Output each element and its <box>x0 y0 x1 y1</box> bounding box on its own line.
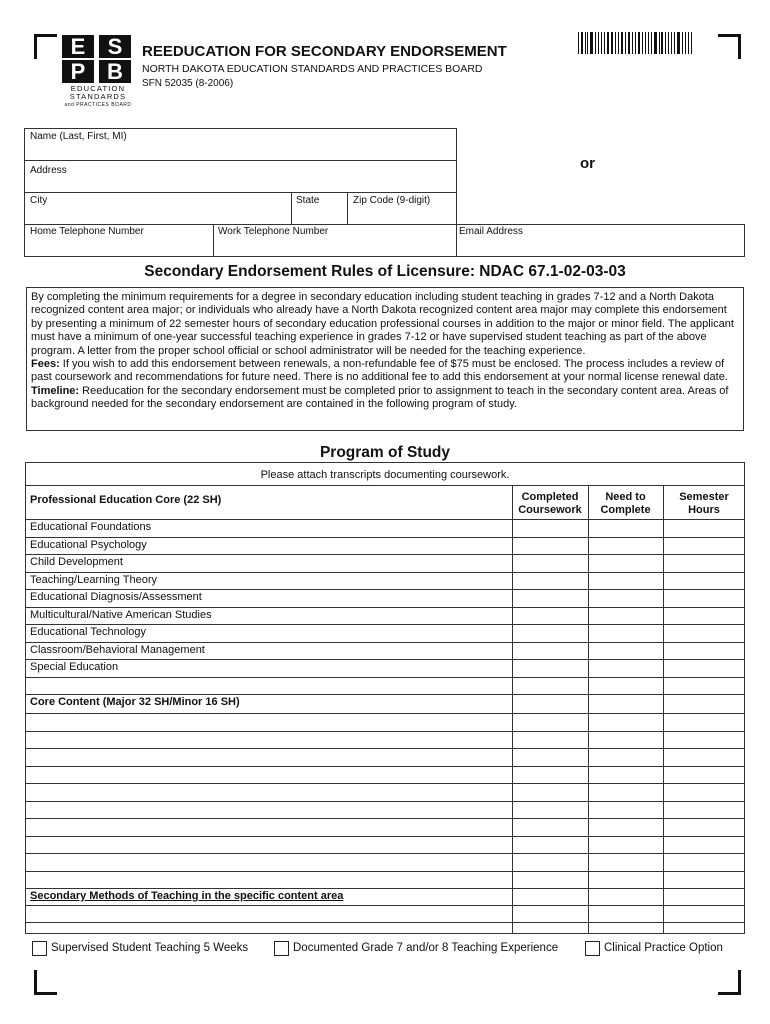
barcode-bar <box>654 32 657 54</box>
barcode-bar <box>604 32 605 54</box>
barcode-bar <box>628 32 631 54</box>
form-subtitle: NORTH DAKOTA EDUCATION STANDARDS AND PRACTICES BOARD <box>142 63 483 75</box>
row-divider <box>25 659 745 660</box>
email-field[interactable]: Email Address <box>459 226 523 237</box>
barcode-bar <box>682 32 683 54</box>
attach-divider <box>25 485 745 486</box>
methods-header: Secondary Methods of Teaching in the specific content area <box>30 890 344 902</box>
corner-mark-bottom-left <box>34 970 57 995</box>
course-row-label: Special Education <box>30 661 119 673</box>
home-phone-field[interactable]: Home Telephone Number <box>30 226 144 237</box>
col-semester-line2: Hours <box>688 504 720 516</box>
barcode-bar <box>665 32 666 54</box>
course-row-label: Classroom/Behavioral Management <box>30 643 205 656</box>
row-divider <box>25 748 745 749</box>
rules-intro: By completing the minimum requirements for a degree in secondary education including student teaching in grades 7-12 and a North Dakota recognized content area major; or individuals who already have a North Dakota recognized content area major may complete this endorsement by presenting a minimum of 22 semester hours of secondary education professional courses in addition to the major or minor field. The applicant must have a minimum of one-year successful teaching experience in grades 7-12 or have supervised student teaching as part of the above program. A letter from the proper school official or school administrator will be needed for the teaching experience. <box>31 291 734 357</box>
row-divider <box>25 694 745 695</box>
course-row-label: Multicultural/Native American Studies <box>30 608 212 621</box>
col-completed-line2: Coursework <box>518 504 582 516</box>
corner-mark-top-left <box>34 34 57 59</box>
timeline-label: Timeline: <box>31 384 80 397</box>
col-completed-line1: Completed <box>521 491 579 503</box>
row-divider <box>25 836 745 837</box>
applicant-info-box <box>24 128 457 225</box>
fees-label: Fees: <box>31 358 60 371</box>
col-divider-1 <box>512 485 513 934</box>
col-need-line2: Complete <box>600 504 651 516</box>
barcode-bar <box>648 32 649 54</box>
row-divider <box>25 905 745 906</box>
fees-text: If you wish to add this endorsement between renewals, a non-refundable fee of $75 must be enclosed. The process includes a review of past coursework and recommendations for future need. There is no additional fee to add this endorsement at your normal license renewal date. <box>31 358 728 384</box>
barcode-bar <box>632 32 633 54</box>
row-divider <box>25 677 745 678</box>
row-divider <box>25 589 745 590</box>
barcode-bar <box>595 32 596 54</box>
col-need-to-complete <box>588 491 663 517</box>
logo-letter-e: E <box>62 35 94 58</box>
rules-text-box <box>26 287 744 431</box>
supervised-checkbox[interactable] <box>32 941 47 956</box>
col-divider-2 <box>588 485 589 934</box>
barcode-bar <box>661 32 663 54</box>
row-divider <box>25 766 745 767</box>
col-need-line1: Need to <box>605 491 646 503</box>
row-divider <box>25 922 745 923</box>
barcode-bar <box>635 32 636 54</box>
barcode-bar <box>587 32 588 54</box>
corner-mark-top-right <box>718 34 741 59</box>
course-row-label: Educational Diagnosis/Assessment <box>30 591 202 603</box>
header-divider <box>25 519 745 520</box>
logo-letter-s: S <box>99 35 131 58</box>
barcode-bar <box>645 32 647 54</box>
barcode-bar <box>618 32 619 54</box>
barcode-bar <box>659 32 660 54</box>
barcode-bar <box>607 32 609 54</box>
course-row-label: Teaching/Learning Theory <box>30 573 157 586</box>
row-divider <box>25 801 745 802</box>
row-divider <box>25 607 745 608</box>
barcode-bar <box>685 32 687 54</box>
barcode-bar <box>688 32 689 54</box>
name-field[interactable]: Name (Last, First, MI) <box>30 131 127 142</box>
state-field[interactable]: State <box>296 195 320 206</box>
barcode <box>578 32 694 54</box>
barcode-bar <box>651 32 652 54</box>
content-header: Core Content (Major 32 SH/Minor 16 SH) <box>30 696 240 708</box>
barcode-bar <box>621 32 623 54</box>
barcode-bar <box>615 32 616 54</box>
row-divider <box>25 871 745 872</box>
logo-line-practices: and PRACTICES BOARD <box>64 102 132 108</box>
timeline-text: Reeducation for the secondary endorsement must be completed prior to assignment to teach in the secondary content area. Areas of background needed for the secondary endorsement are contained in the following program of study. <box>31 384 729 411</box>
rules-timeline <box>31 385 739 412</box>
row-divider <box>25 642 745 643</box>
row-divider <box>25 537 745 538</box>
zip-field[interactable]: Zip Code (9-digit) <box>353 195 431 206</box>
row-divider <box>25 713 745 714</box>
email-divider <box>456 224 457 257</box>
state-divider <box>291 192 292 224</box>
row-divider <box>25 853 745 854</box>
espb-logo <box>62 35 134 109</box>
col-semester-hours <box>663 491 745 517</box>
barcode-bar <box>601 32 602 54</box>
address-field[interactable]: Address <box>30 165 67 176</box>
row-divider <box>25 818 745 819</box>
row-divider <box>25 783 745 784</box>
corner-mark-bottom-right <box>718 970 741 995</box>
barcode-bar <box>642 32 643 54</box>
city-field[interactable]: City <box>30 195 48 206</box>
clinical-checkbox[interactable] <box>585 941 600 956</box>
address-divider <box>24 192 457 193</box>
name-divider <box>24 160 457 161</box>
barcode-bar <box>638 32 640 54</box>
form-number: SFN 52035 (8-2006) <box>142 78 234 89</box>
col-divider-3 <box>663 485 664 934</box>
documented-label: Documented Grade 7 and/or 8 Teaching Experience <box>293 942 559 954</box>
course-row-label: Educational Technology <box>30 626 146 638</box>
documented-checkbox[interactable] <box>274 941 289 956</box>
barcode-bar <box>611 32 614 54</box>
supervised-label: Supervised Student Teaching 5 Weeks <box>51 942 249 954</box>
barcode-bar <box>598 32 600 54</box>
barcode-bar <box>590 32 593 54</box>
course-row-label: Child Development <box>30 556 123 568</box>
clinical-label: Clinical Practice Option <box>604 942 723 954</box>
row-divider <box>25 624 745 625</box>
row-divider <box>25 888 745 889</box>
form-title: REEDUCATION FOR SECONDARY ENDORSEMENT <box>142 43 507 60</box>
or-text: or <box>580 155 595 172</box>
course-row-label: Educational Foundations <box>30 521 152 533</box>
course-row-label: Educational Psychology <box>30 538 147 551</box>
rules-fees <box>31 358 739 385</box>
barcode-bar <box>578 32 579 54</box>
logo-line-education: EDUCATION <box>70 84 126 93</box>
barcode-bar <box>691 32 692 54</box>
barcode-bar <box>625 32 626 54</box>
barcode-bar <box>585 32 586 54</box>
col-completed <box>512 491 588 517</box>
zip-divider <box>347 192 348 224</box>
attach-note: Please attach transcripts documenting coursework. <box>260 469 510 481</box>
row-divider <box>25 731 745 732</box>
row-divider <box>25 572 745 573</box>
work-phone-field[interactable]: Work Telephone Number <box>218 226 329 237</box>
rules-heading: Secondary Endorsement Rules of Licensure: NDAC 67.1-02-03-03 <box>144 263 626 280</box>
work-phone-divider <box>213 224 214 257</box>
barcode-bar <box>668 32 669 54</box>
barcode-bar <box>677 32 680 54</box>
program-heading: Program of Study <box>319 444 451 461</box>
core-header: Professional Education Core (22 SH) <box>30 494 222 506</box>
barcode-bar <box>671 32 673 54</box>
row-divider <box>25 554 745 555</box>
barcode-bar <box>581 32 583 54</box>
logo-line-standards: STANDARDS <box>69 92 127 101</box>
logo-letter-p: P <box>62 60 94 83</box>
barcode-bar <box>674 32 675 54</box>
logo-letter-b: B <box>99 60 131 83</box>
col-semester-line1: Semester <box>679 491 729 503</box>
